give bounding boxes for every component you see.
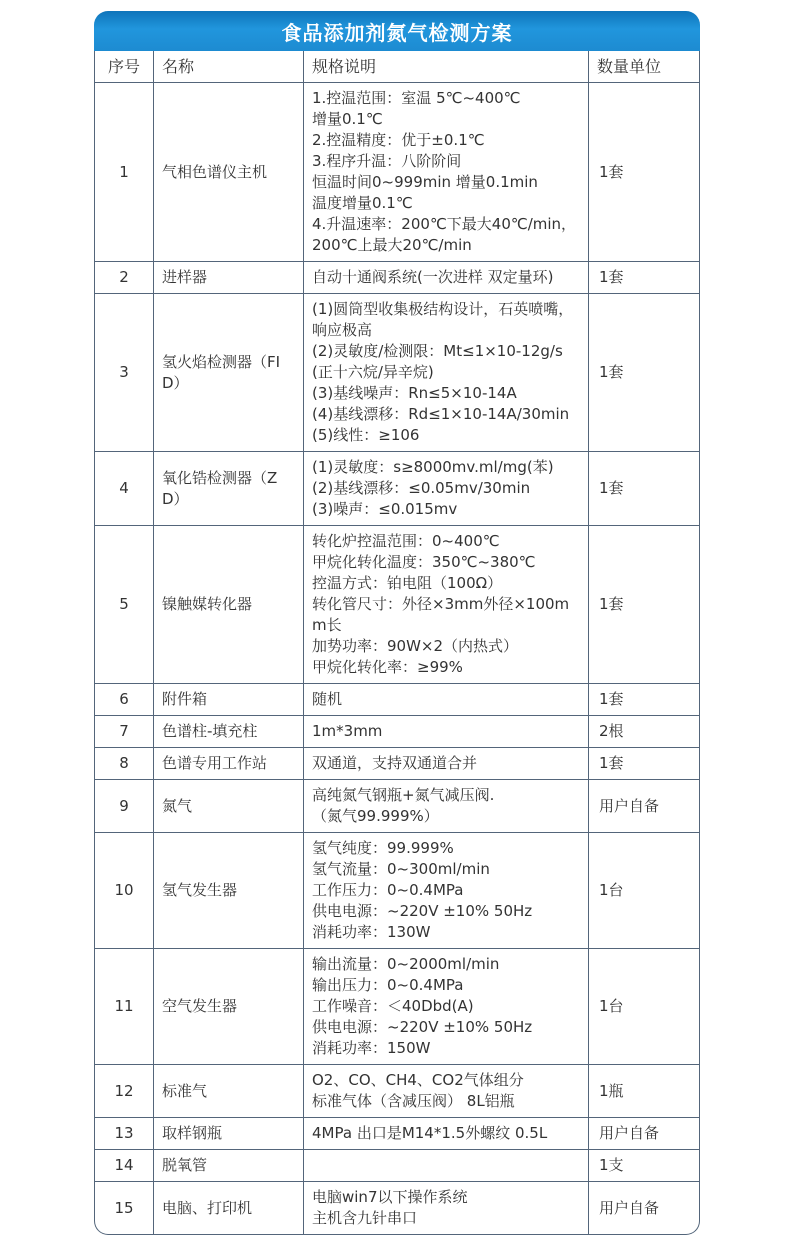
row-qty: 1套 [589,452,700,526]
spec-line: 主机含九针串口 [312,1209,418,1227]
table-row [95,716,700,748]
spec-line: 氢气流量：0~300ml/min [312,860,490,878]
row-spec [304,83,589,262]
table-row [95,684,700,716]
table-row [95,83,700,262]
row-spec [304,262,589,294]
row-no: 5 [95,526,154,684]
row-name: 色谱柱-填充柱 [154,716,304,748]
row-spec [304,294,589,452]
spec-line: 标准气体（含减压阀） 8L铝瓶 [312,1092,515,1110]
spec-line: 工作压力：0~0.4MPa [312,881,464,899]
spec-line: 2.控温精度：优于±0.1℃ [312,131,485,149]
sheet-title: 食品添加剂氮气检测方案 [94,11,700,51]
spec-line: (1)圆筒型收集极结构设计，石英喷嘴， [312,300,574,318]
row-no: 8 [95,748,154,780]
row-qty: 2根 [589,716,700,748]
header-row [95,51,700,83]
table-row [95,1065,700,1118]
spec-line: 甲烷化转化温度：350℃~380℃ [312,553,536,571]
row-name: 空气发生器 [154,949,304,1065]
row-name: 标准气 [154,1065,304,1118]
row-spec [304,1065,589,1118]
row-spec [304,716,589,748]
table-row [95,526,700,684]
row-name: 电脑、打印机 [154,1182,304,1234]
row-no: 3 [95,294,154,452]
spec-line: 3.程序升温：八阶阶间 [312,152,462,170]
row-qty: 1套 [589,748,700,780]
row-no: 14 [95,1150,154,1182]
row-name: 取样钢瓶 [154,1118,304,1150]
row-spec [304,684,589,716]
spec-line: 供电电源：~220V ±10% 50Hz [312,902,533,920]
column-header-qty: 数量单位 [589,51,700,83]
table-row [95,949,700,1065]
spec-line: 电脑win7以下操作系统 [312,1188,468,1206]
spec-line: 控温方式：铂电阻（100Ω） [312,574,503,592]
spec-line: (1)灵敏度：s≥8000mv.ml/mg(苯) [312,458,554,476]
spec-line: （氮气99.999%） [312,807,439,825]
spec-line: 供电电源：~220V ±10% 50Hz [312,1018,533,1036]
spec-line: 4MPa 出口是M14*1.5外螺纹 0.5L [312,1124,548,1142]
row-name: 镍触媒转化器 [154,526,304,684]
spec-line: 1m*3mm [312,722,383,740]
table-row [95,780,700,833]
table-row [95,262,700,294]
row-spec [304,833,589,949]
spec-line: 加势功率：90W×2（内热式） [312,637,519,655]
spec-line: 消耗功率：130W [312,923,431,941]
spec-line: (5)线性：≥106 [312,426,420,444]
row-no: 2 [95,262,154,294]
table-row [95,452,700,526]
row-no: 7 [95,716,154,748]
spec-line: 转化管尺寸：外径×3mm外径×100mm长 [312,595,570,634]
spec-line: 恒温时间0~999min 增量0.1min [312,173,538,191]
spec-line: 1.控温范围：室温 5℃~400℃ [312,89,521,107]
spec-line: O2、CO、CH4、CO2气体组分 [312,1071,524,1089]
row-name: 附件箱 [154,684,304,716]
row-spec [304,780,589,833]
spec-sheet [94,11,700,1235]
row-qty: 用户自备 [599,1198,660,1217]
row-no: 13 [95,1118,154,1150]
spec-line: 转化炉控温范围：0~400℃ [312,532,500,550]
row-spec [304,1182,589,1234]
spec-line: 随机 [312,690,343,708]
row-spec [304,748,589,780]
spec-line: 双通道，支持双通道合并 [312,754,478,772]
row-qty: 1套 [589,83,700,262]
row-qty: 1支 [589,1150,700,1182]
row-qty: 1套 [589,526,700,684]
spec-line: 高纯氮气钢瓶+氮气减压阀. [312,786,495,804]
spec-table [95,51,700,1234]
column-header-name: 名称 [154,51,304,83]
row-qty: 1台 [589,949,700,1065]
row-name: 脱氧管 [154,1150,304,1182]
row-spec [304,1150,589,1182]
row-qty: 用户自备 [589,780,700,833]
spec-table-frame [94,51,700,1235]
spec-line: 200℃上最大20℃/min [312,236,472,254]
row-no: 15 [95,1182,154,1234]
row-no: 1 [95,83,154,262]
row-qty: 1套 [589,684,700,716]
row-spec [304,949,589,1065]
column-header-spec: 规格说明 [304,51,589,83]
row-name: 氮气 [154,780,304,833]
spec-line: 输出压力：0~0.4MPa [312,976,464,994]
spec-line: 工作噪音：＜40Dbd(A) [312,997,474,1015]
spec-line: (3)基线噪声：Rn≤5×10-14A [312,384,517,402]
spec-line: (4)基线漂移：Rd≤1×10-14A/30min [312,405,570,423]
row-name: 气相色谱仪主机 [154,83,304,262]
column-header-no: 序号 [95,51,154,83]
row-no: 12 [95,1065,154,1118]
table-row [95,1182,700,1234]
spec-line: 响应极高 [312,321,373,339]
row-qty: 1套 [589,294,700,452]
table-row [95,1150,700,1182]
row-no: 4 [95,452,154,526]
row-qty: 1套 [589,262,700,294]
row-spec [304,526,589,684]
table-row [95,294,700,452]
spec-line: (3)噪声：≤0.015mv [312,500,458,518]
spec-line: 温度增量0.1℃ [312,194,413,212]
row-no: 6 [95,684,154,716]
row-spec [304,452,589,526]
row-name: 进样器 [154,262,304,294]
spec-line: (2)基线漂移：≤0.05mv/30min [312,479,531,497]
spec-line: (正十六烷/异辛烷) [312,363,434,381]
row-name: 氢气发生器 [154,833,304,949]
spec-line: 氢气纯度：99.999% [312,839,454,857]
table-row [95,748,700,780]
spec-line: 甲烷化转化率：≥99% [312,658,463,676]
spec-line: 消耗功率：150W [312,1039,431,1057]
row-qty: 1台 [589,833,700,949]
table-body [95,83,700,1234]
row-qty: 1瓶 [589,1065,700,1118]
row-name: 氢火焰检测器（FID） [154,294,304,452]
row-no: 9 [95,780,154,833]
row-no: 10 [95,833,154,949]
spec-line: 增量0.1℃ [312,110,383,128]
row-spec [304,1118,589,1150]
table-row [95,833,700,949]
table-row [95,1118,700,1150]
row-name: 色谱专用工作站 [154,748,304,780]
spec-line: 自动十通阀系统(一次进样 双定量环) [312,268,554,286]
row-name: 氧化锆检测器（ZD） [154,452,304,526]
spec-line: 4.升温速率：200℃下最大40℃/min， [312,215,577,233]
spec-line: (2)灵敏度/检测限：Mt≤1×10-12g/s [312,342,563,360]
row-qty: 用户自备 [589,1118,700,1150]
spec-line: 输出流量：0~2000ml/min [312,955,500,973]
row-no: 11 [95,949,154,1065]
